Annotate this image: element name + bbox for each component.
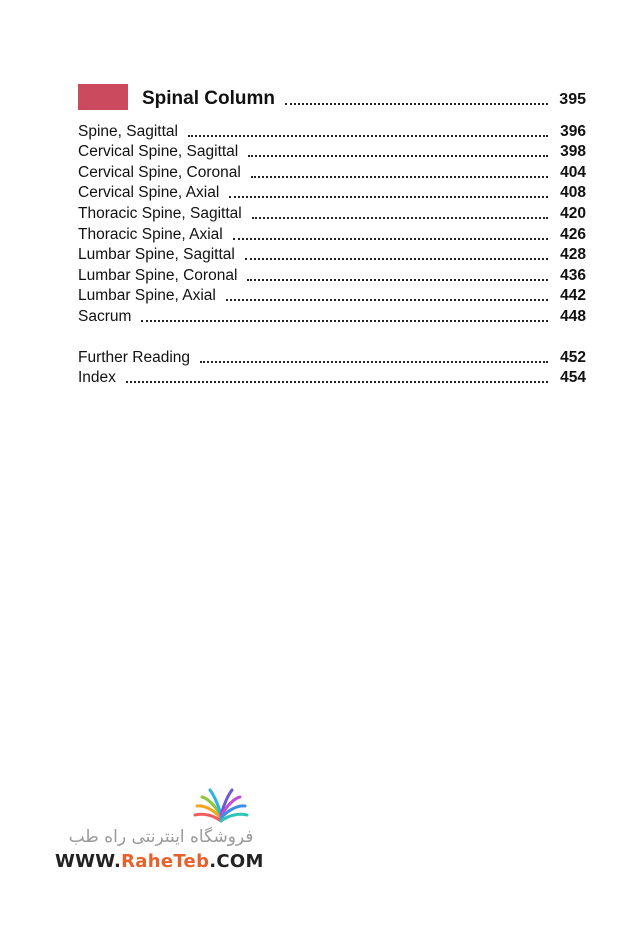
toc-entry-label: Spine, Sagittal bbox=[78, 122, 178, 140]
toc-entry-page-number: 420 bbox=[560, 204, 586, 222]
toc-entry-page-number: 396 bbox=[560, 122, 586, 140]
toc-entry-label: Thoracic Spine, Axial bbox=[78, 225, 223, 243]
watermark-url bbox=[55, 851, 264, 872]
toc-entry bbox=[78, 346, 586, 367]
toc-entry-page-number: 428 bbox=[560, 246, 586, 264]
dot-leader bbox=[251, 176, 548, 178]
toc-entry bbox=[78, 285, 586, 306]
dot-leader bbox=[126, 381, 548, 383]
section-page-number: 395 bbox=[559, 91, 586, 108]
toc-entry-label: Sacrum bbox=[78, 307, 132, 325]
toc-entry-page-number: 454 bbox=[560, 369, 586, 387]
dot-leader bbox=[285, 103, 548, 105]
toc-entry-page-number: 452 bbox=[560, 348, 586, 366]
url-suffix: .COM bbox=[209, 851, 264, 872]
toc-entry-label: Lumbar Spine, Sagittal bbox=[78, 246, 235, 264]
dot-leader bbox=[188, 135, 548, 137]
section-color-bar bbox=[78, 84, 128, 110]
back-matter-list bbox=[78, 346, 586, 387]
toc-entry bbox=[78, 120, 586, 141]
toc-entry-label: Cervical Spine, Sagittal bbox=[78, 143, 239, 161]
toc-entry bbox=[78, 141, 586, 162]
section-heading bbox=[78, 84, 586, 110]
section-title: Spinal Column bbox=[142, 88, 275, 109]
spacer bbox=[78, 326, 586, 346]
toc-entry-page-number: 398 bbox=[560, 143, 586, 161]
toc-entry-label: Further Reading bbox=[78, 348, 191, 366]
dot-leader bbox=[245, 258, 548, 260]
toc-entry-page-number: 426 bbox=[560, 225, 586, 243]
toc-entry-page-number: 448 bbox=[560, 307, 586, 325]
watermark bbox=[55, 785, 275, 885]
dot-leader bbox=[252, 217, 548, 219]
toc-entry-label: Cervical Spine, Coronal bbox=[78, 163, 241, 181]
toc-entry bbox=[78, 161, 586, 182]
dot-leader bbox=[200, 361, 548, 363]
toc-entry bbox=[78, 182, 586, 203]
toc-entry-label: Lumbar Spine, Axial bbox=[78, 287, 216, 305]
dot-leader bbox=[229, 196, 548, 198]
entry-list bbox=[78, 120, 586, 326]
toc-entry-label: Cervical Spine, Axial bbox=[78, 184, 220, 202]
dot-leader bbox=[247, 279, 548, 281]
toc-entry-page-number: 436 bbox=[560, 266, 586, 284]
toc-entry-label: Lumbar Spine, Coronal bbox=[78, 266, 238, 284]
toc-entry-label: Index bbox=[78, 369, 116, 387]
toc-entry bbox=[78, 202, 586, 223]
toc-entry bbox=[78, 367, 586, 388]
dot-leader bbox=[141, 320, 548, 322]
dot-leader bbox=[248, 155, 548, 157]
toc-entry bbox=[78, 305, 586, 326]
open-book-logo-icon bbox=[191, 785, 251, 825]
dot-leader bbox=[226, 299, 548, 301]
watermark-persian-text: فروشگاه اینترنتی راه طب bbox=[68, 827, 254, 847]
url-brand: RaheTeb bbox=[121, 851, 210, 872]
dot-leader bbox=[233, 238, 548, 240]
toc-entry-page-number: 404 bbox=[560, 163, 586, 181]
toc-entry bbox=[78, 244, 586, 265]
toc-entry bbox=[78, 264, 586, 285]
toc-entry-page-number: 442 bbox=[560, 287, 586, 305]
url-prefix: WWW. bbox=[55, 851, 122, 872]
table-of-contents bbox=[78, 84, 586, 387]
toc-entry bbox=[78, 223, 586, 244]
toc-entry-page-number: 408 bbox=[560, 184, 586, 202]
toc-entry-label: Thoracic Spine, Sagittal bbox=[78, 204, 242, 222]
